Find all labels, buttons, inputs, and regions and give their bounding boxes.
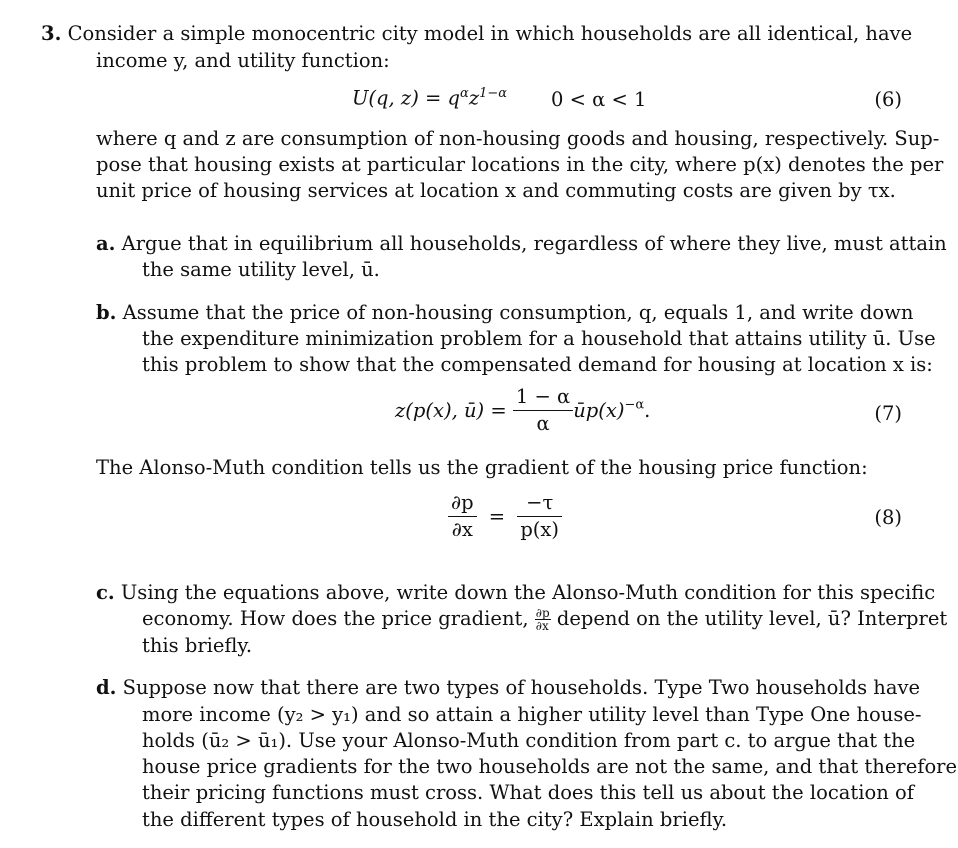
- price-gradient-fraction: $\frac{\partial p}{\partial x}$: [535, 606, 550, 633]
- q3-where-line-2: pose that housing exists at particular locations in the city, where p(x) denotes the per: [96, 153, 944, 176]
- part-c-line-2: economy. How does the price gradient, $\frac{\partial p}{\partial x}$ depend on the utility level, ū? Interpret: [142, 606, 948, 633]
- part-d-line-6: the different types of household in the city? Explain briefly.: [142, 808, 728, 831]
- alonso-muth-text: The Alonso-Muth condition tells us the gradient of the housing price function:: [96, 456, 868, 479]
- question-number: 3.: [41, 22, 62, 45]
- part-b-line-2: the expenditure minimization problem for a household that attains utility ū. Use: [142, 327, 936, 350]
- part-d-line-5: their pricing functions must cross. What does this tell us about the location of: [142, 781, 914, 804]
- equation-6: U(q, $z) = q^\alpha z^{1-\alpha}$: [352, 86, 508, 110]
- equation-7: z(p(x), ū) = $\frac{1 - \alpha}{\alpha}$ $ūp(x)^{-\alpha}$.: [395, 385, 651, 435]
- part-b-line-1: b. Assume that the price of non-housing consumption, q, equals 1, and write down: [96, 301, 914, 324]
- part-c-label: c.: [96, 581, 115, 604]
- part-d-line-3: holds (ū₂ > ū₁). Use your Alonso-Muth condition from part c. to argue that the: [142, 729, 916, 752]
- equation-8-number: (8): [874, 506, 902, 529]
- equation-6-condition: 0 < α < 1: [551, 88, 647, 111]
- part-d-line-1: d. Suppose now that there are two types of households. Type Two households have: [96, 676, 921, 699]
- part-d-label: d.: [96, 676, 117, 699]
- q3-where-line-3: unit price of housing services at location x and commuting costs are given by τx.: [96, 179, 896, 202]
- part-d-line-2: more income (y₂ > y₁) and so attain a higher utility level than Type One house-: [142, 703, 922, 726]
- q3-intro-line-2: income y, and utility function:: [96, 49, 390, 72]
- part-b-line-3: this problem to show that the compensated demand for housing at location x is:: [142, 353, 933, 376]
- equation-6-number: (6): [874, 88, 902, 111]
- equation-7-number: (7): [874, 402, 902, 425]
- equation-7-fraction: $\frac{1 - \alpha}{\alpha}$: [513, 386, 573, 435]
- q3-intro-line-1: 3. Consider a simple monocentric city model in which households are all identical, have: [41, 22, 913, 45]
- part-d-line-4: house price gradients for the two households are not the same, and that therefore: [142, 755, 958, 778]
- part-a-line-1: a. Argue that in equilibrium all households, regardless of where they live, must attain: [96, 232, 947, 255]
- part-a-line-2: the same utility level, ū.: [142, 258, 380, 281]
- part-b-label: b.: [96, 301, 117, 324]
- part-a-label: a.: [96, 232, 116, 255]
- part-c-line-3: this briefly.: [142, 634, 253, 657]
- equation-8: $\frac{\partial p}{\partial x}$ = $\frac{-\tau}{p(x)}$: [448, 492, 562, 541]
- part-c-line-1: c. Using the equations above, write down the Alonso-Muth condition for this specific: [96, 581, 936, 604]
- q3-where-line-1: where q and z are consumption of non-housing goods and housing, respectively. Sup-: [96, 127, 940, 150]
